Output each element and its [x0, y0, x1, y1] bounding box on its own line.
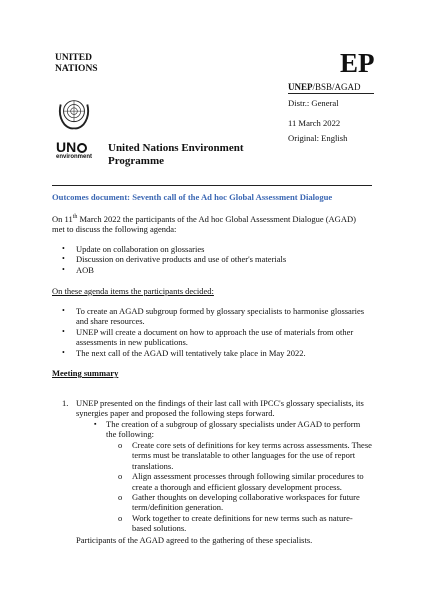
agenda-item-text: Discussion on derivative products and use of other's materials [76, 254, 287, 265]
decision-text: assessments in new publications. [76, 337, 188, 348]
org-line-2: NATIONS [55, 64, 98, 74]
list-item [62, 306, 364, 316]
document-code: EP [340, 48, 375, 78]
subsub-text: term/definition generation. [132, 502, 224, 513]
decisions-heading: On these agenda items the participants decided: [52, 286, 214, 296]
summary-line: synergies paper and proposed the following steps forward. [76, 408, 275, 419]
subsub-text: create a thorough and efficient glossary development process. [132, 481, 342, 492]
subsub-text: Align assessment processes through following similar procedures to [132, 471, 364, 482]
list-item [62, 244, 286, 254]
intro-line-2: met to discuss the following agenda: [52, 224, 177, 235]
circle-bullet-icon: o [118, 440, 123, 450]
globe-icon [77, 143, 87, 153]
agenda-item-text: Update on collaboration on glossaries [76, 244, 205, 254]
header-divider [288, 93, 374, 94]
summary-item [62, 398, 364, 419]
bullet-icon: • [62, 347, 65, 357]
subsub-text: Work together to create definitions for new terms such as nature- [132, 512, 353, 523]
subsub-text: Create core sets of definitions for key terms across assessments. These [132, 440, 372, 450]
un-environment-logo [56, 140, 94, 166]
list-item [62, 254, 286, 264]
summary-line: UNEP presented on the findings of their last call with IPCC's glossary specialists, its [76, 398, 364, 408]
subitem [94, 419, 360, 440]
circle-bullet-icon: o [118, 492, 123, 503]
bullet-icon: • [62, 264, 65, 274]
subitem-line: The creation of a subgroup of glossary specialists under AGAD to perform [106, 419, 361, 429]
bullet-icon: • [62, 254, 65, 264]
subsub-text: based solutions. [132, 523, 187, 534]
list-item [62, 348, 364, 358]
document-symbol [288, 82, 361, 92]
bullet-icon: • [62, 244, 65, 253]
circle-bullet-icon: o [118, 471, 123, 482]
decision-text: UNEP will create a document on how to approach the use of materials from other [76, 326, 354, 337]
issue-date: 11 March 2022 [288, 118, 341, 128]
square-bullet-icon: ▪ [94, 420, 97, 428]
programme-line-2: Programme [108, 155, 164, 167]
distribution: Distr.: General [288, 98, 339, 108]
logo-subtext: environment [56, 154, 93, 160]
agenda-item-text: AOB [76, 264, 94, 275]
decisions-list [62, 306, 364, 358]
subsub-text: translations. [132, 460, 174, 471]
logo-text: UN [56, 139, 77, 155]
intro-text-a: On 11 [52, 213, 73, 224]
programme-line-1: United Nations Environment [108, 142, 244, 154]
list-item [62, 265, 286, 275]
intro-paragraph [52, 212, 356, 235]
list-number: 1. [62, 398, 69, 408]
decision-text: The next call of the AGAD will tentatively take place in May 2022. [76, 347, 306, 358]
un-header [55, 53, 98, 75]
list-item [62, 327, 364, 337]
subsub-text: terms must be translatable to other languages for the use of report [132, 450, 356, 461]
intro-sup: th [72, 214, 78, 220]
closing-line: Participants of the AGAD agreed to the gathering of these specialists. [76, 535, 313, 545]
agenda-list [62, 244, 286, 275]
bullet-icon: • [62, 306, 65, 315]
subsub-list [118, 440, 372, 534]
summary-heading: Meeting summary [52, 368, 119, 378]
title-divider [52, 185, 372, 186]
subitem-line: the following: [106, 429, 154, 440]
bullet-icon: • [62, 326, 65, 336]
document-title: Outcomes document: Seventh call of the Ad hoc Global Assessment Dialogue [52, 192, 333, 202]
symbol-bold: UNEP [288, 82, 313, 92]
org-line-1: UNITED [55, 53, 92, 63]
decision-text: and share resources. [76, 316, 145, 327]
programme-name [108, 142, 243, 168]
original-language: Original: English [288, 133, 348, 143]
subsub-text: Gather thoughts on developing collaborative workspaces for future [132, 492, 360, 503]
un-emblem-icon [55, 95, 93, 133]
decision-text: To create an AGAD subgroup formed by glossary specialists to harmonise glossaries [76, 306, 365, 316]
symbol-rest: /BSB/AGAD [312, 82, 361, 92]
intro-text-b: March 2022 the participants of the Ad hoc Global Assessment Dialogue (AGAD) [77, 213, 356, 224]
circle-bullet-icon: o [118, 512, 123, 523]
